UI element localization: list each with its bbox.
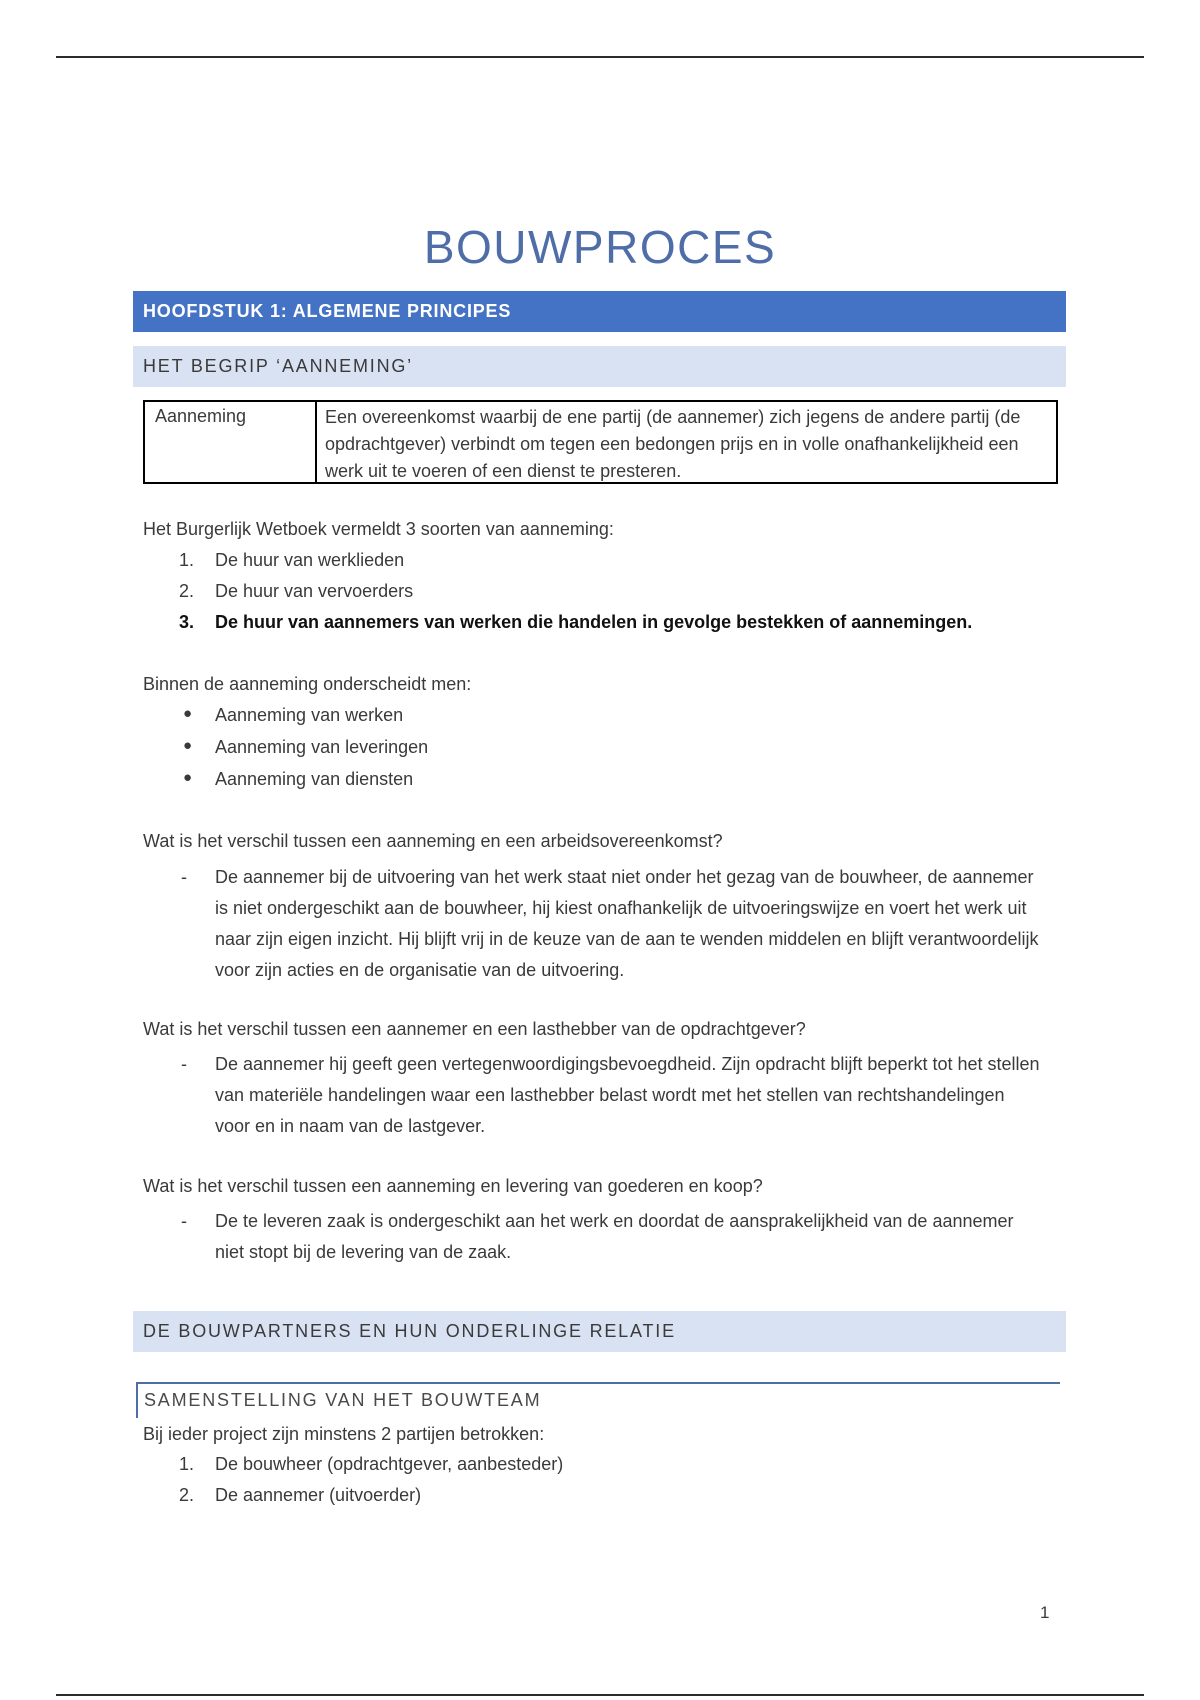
list-item: ● Aanneming van werken	[183, 705, 404, 725]
page-number: 1	[1040, 1603, 1050, 1622]
definition-text: Een overeenkomst waarbij de ene partij (de aannemer) zich jegens de andere partij (de opdrachtgever) verbindt om tegen een bedongen prijs en in volle onafhankelijkheid een werk uit te voeren of een dienst te presteren.	[325, 407, 1021, 481]
list-item: 1. De huur van werklieden	[179, 550, 405, 570]
paragraph-partijen: Bij ieder project zijn minstens 2 partijen betrokken:	[143, 1424, 545, 1444]
section-heading-bouwpartners: DE BOUWPARTNERS EN HUN ONDERLINGE RELATIE	[133, 1311, 1066, 1352]
section-heading-aanneming: HET BEGRIP ‘AANNEMING’	[133, 346, 1066, 387]
bullet-icon: ●	[183, 737, 193, 754]
kinds-list	[143, 705, 1043, 801]
footer-rule	[56, 1694, 1144, 1696]
answer-list	[143, 862, 1043, 986]
answer-list	[143, 1049, 1043, 1142]
answer-list	[143, 1206, 1043, 1268]
bullet-icon: ●	[183, 769, 193, 786]
list-item: ● Aanneming van diensten	[183, 769, 414, 789]
list-item: 2. De aannemer (uitvoerder)	[179, 1485, 422, 1505]
definition-table	[143, 400, 1058, 484]
paragraph-onderscheid: Binnen de aanneming onderscheidt men:	[143, 674, 472, 694]
dash-marker: -	[181, 1211, 187, 1231]
chapter-heading: HOOFDSTUK 1: ALGEMENE PRINCIPES	[133, 291, 1066, 332]
dash-marker: -	[181, 1054, 187, 1074]
dash-marker: -	[181, 867, 187, 887]
subsection-heading-bouwteam: SAMENSTELLING VAN HET BOUWTEAM	[136, 1382, 1060, 1418]
header-rule	[56, 56, 1144, 58]
types-list	[143, 550, 1043, 643]
document-title: BOUWPROCES	[423, 221, 777, 273]
paragraph-soorten: Het Burgerlijk Wetboek vermeldt 3 soorten van aanneming:	[143, 519, 614, 539]
list-item: - De aannemer bij de uitvoering van het werk staat niet onder het gezag van de bouwheer, de aannemer is niet ondergeschikt aan de bouwheer, hij kiest onafhankelijk de uitvoeringswijze en voert het werk uit naar zijn eigen inzicht. Hij blijft vrij in de keuze van de aan te wenden middelen en blijft verantwoordelijk voor zijn acties en de organisatie van de uitvoering.	[143, 862, 1043, 986]
question-levering: Wat is het verschil tussen een aanneming en levering van goederen en koop?	[143, 1176, 763, 1196]
definition-term: Aanneming	[145, 402, 317, 482]
question-lasthebber: Wat is het verschil tussen een aannemer en een lasthebber van de opdrachtgever?	[143, 1019, 806, 1039]
list-item: 2. De huur van vervoerders	[179, 581, 414, 601]
parties-list	[143, 1454, 1043, 1516]
list-item: 3. De huur van aannemers van werken die handelen in gevolge bestekken of aannemingen.	[179, 612, 973, 632]
bullet-icon: ●	[183, 705, 193, 722]
question-arbeidsovereenkomst: Wat is het verschil tussen een aanneming en een arbeidsovereenkomst?	[143, 831, 723, 851]
list-item: 1. De bouwheer (opdrachtgever, aanbesteder)	[179, 1454, 564, 1474]
list-item: ● Aanneming van leveringen	[183, 737, 429, 757]
list-item: - De te leveren zaak is ondergeschikt aan het werk en doordat de aansprakelijkheid van de aannemer niet stopt bij de levering van de zaak.	[143, 1206, 1043, 1268]
list-item: - De aannemer hij geeft geen vertegenwoordigingsbevoegdheid. Zijn opdracht blijft beperkt tot het stellen van materiële handelingen waar een lasthebber belast wordt met het stellen van rechtshandelingen voor en in naam van de lastgever.	[143, 1049, 1043, 1142]
